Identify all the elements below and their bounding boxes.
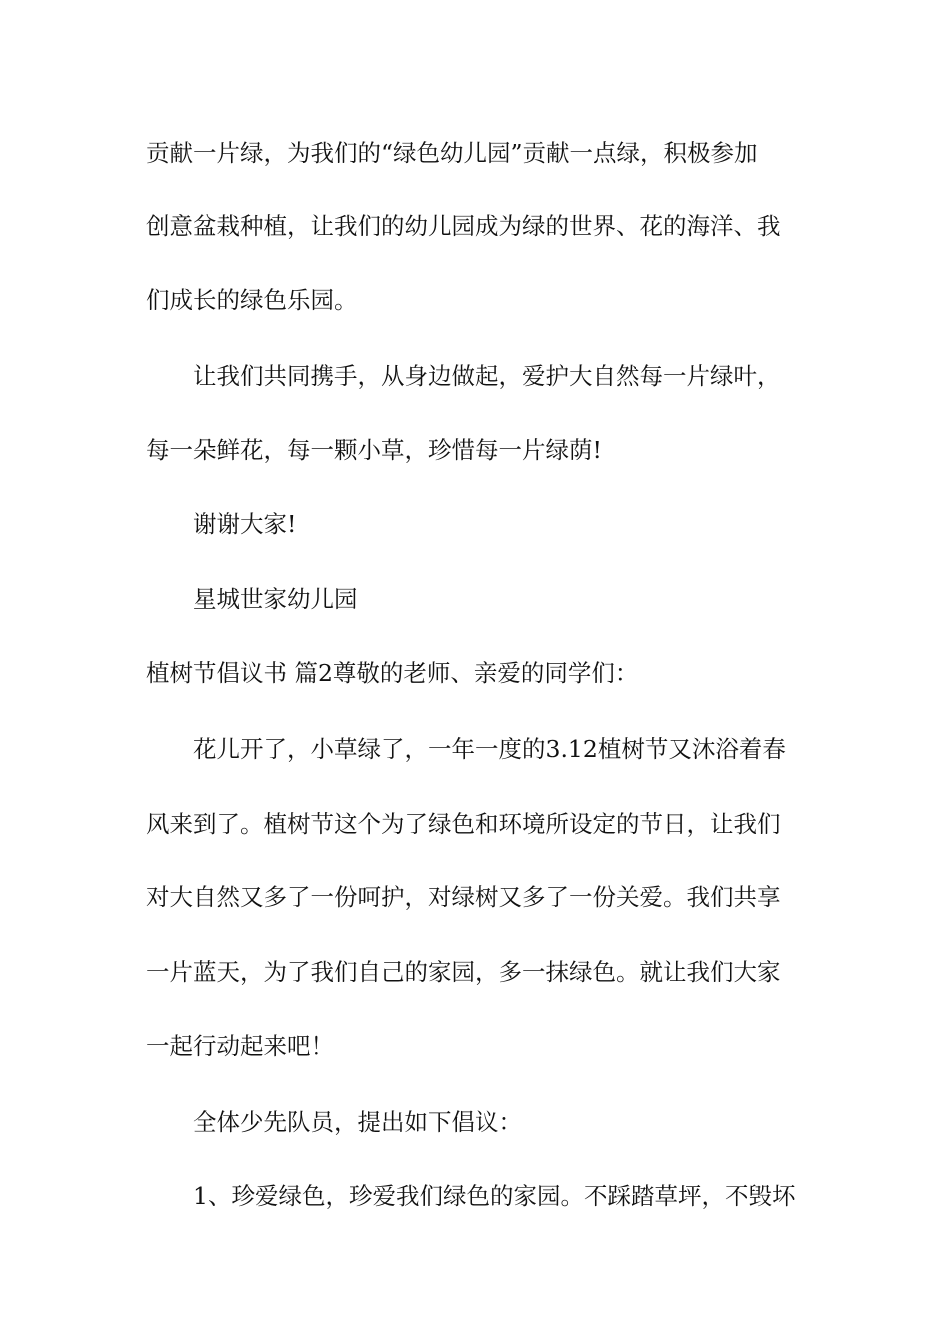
- list-item: 1、珍爱绿色，珍爱我们绿色的家园。不踩踏草坪，不毁坏: [193, 1182, 796, 1210]
- paragraph-line: 全体少先队员，提出如下倡议：: [193, 1108, 522, 1136]
- section-heading: 植树节倡议书 篇2尊敬的老师、亲爱的同学们：: [146, 659, 639, 687]
- paragraph-line: 花儿开了，小草绿了，一年一度的3.12植树节又沐浴着春: [193, 735, 786, 763]
- paragraph-line: 对大自然又多了一份呵护，对绿树又多了一份关爱。我们共享: [146, 883, 781, 911]
- paragraph-line: 一片蓝天，为了我们自己的家园，多一抹绿色。就让我们大家: [146, 958, 781, 986]
- signature-organization: 星城世家幼儿园: [193, 585, 358, 613]
- paragraph-line: 每一朵鲜花，每一颗小草，珍惜每一片绿荫!: [146, 436, 602, 464]
- closing-thanks: 谢谢大家!: [193, 510, 297, 538]
- paragraph-line: 风来到了。植树节这个为了绿色和环境所设定的节日，让我们: [146, 810, 781, 838]
- paragraph-line: 一起行动起来吧！: [146, 1032, 334, 1060]
- paragraph-line: 贡献一片绿，为我们的“绿色幼儿园”贡献一点绿，积极参加: [146, 139, 758, 167]
- paragraph-line: 创意盆栽种植，让我们的幼儿园成为绿的世界、花的海洋、我: [146, 212, 781, 240]
- paragraph-line: 让我们共同携手，从身边做起，爱护大自然每一片绿叶，: [193, 362, 781, 390]
- paragraph-line: 们成长的绿色乐园。: [146, 286, 358, 314]
